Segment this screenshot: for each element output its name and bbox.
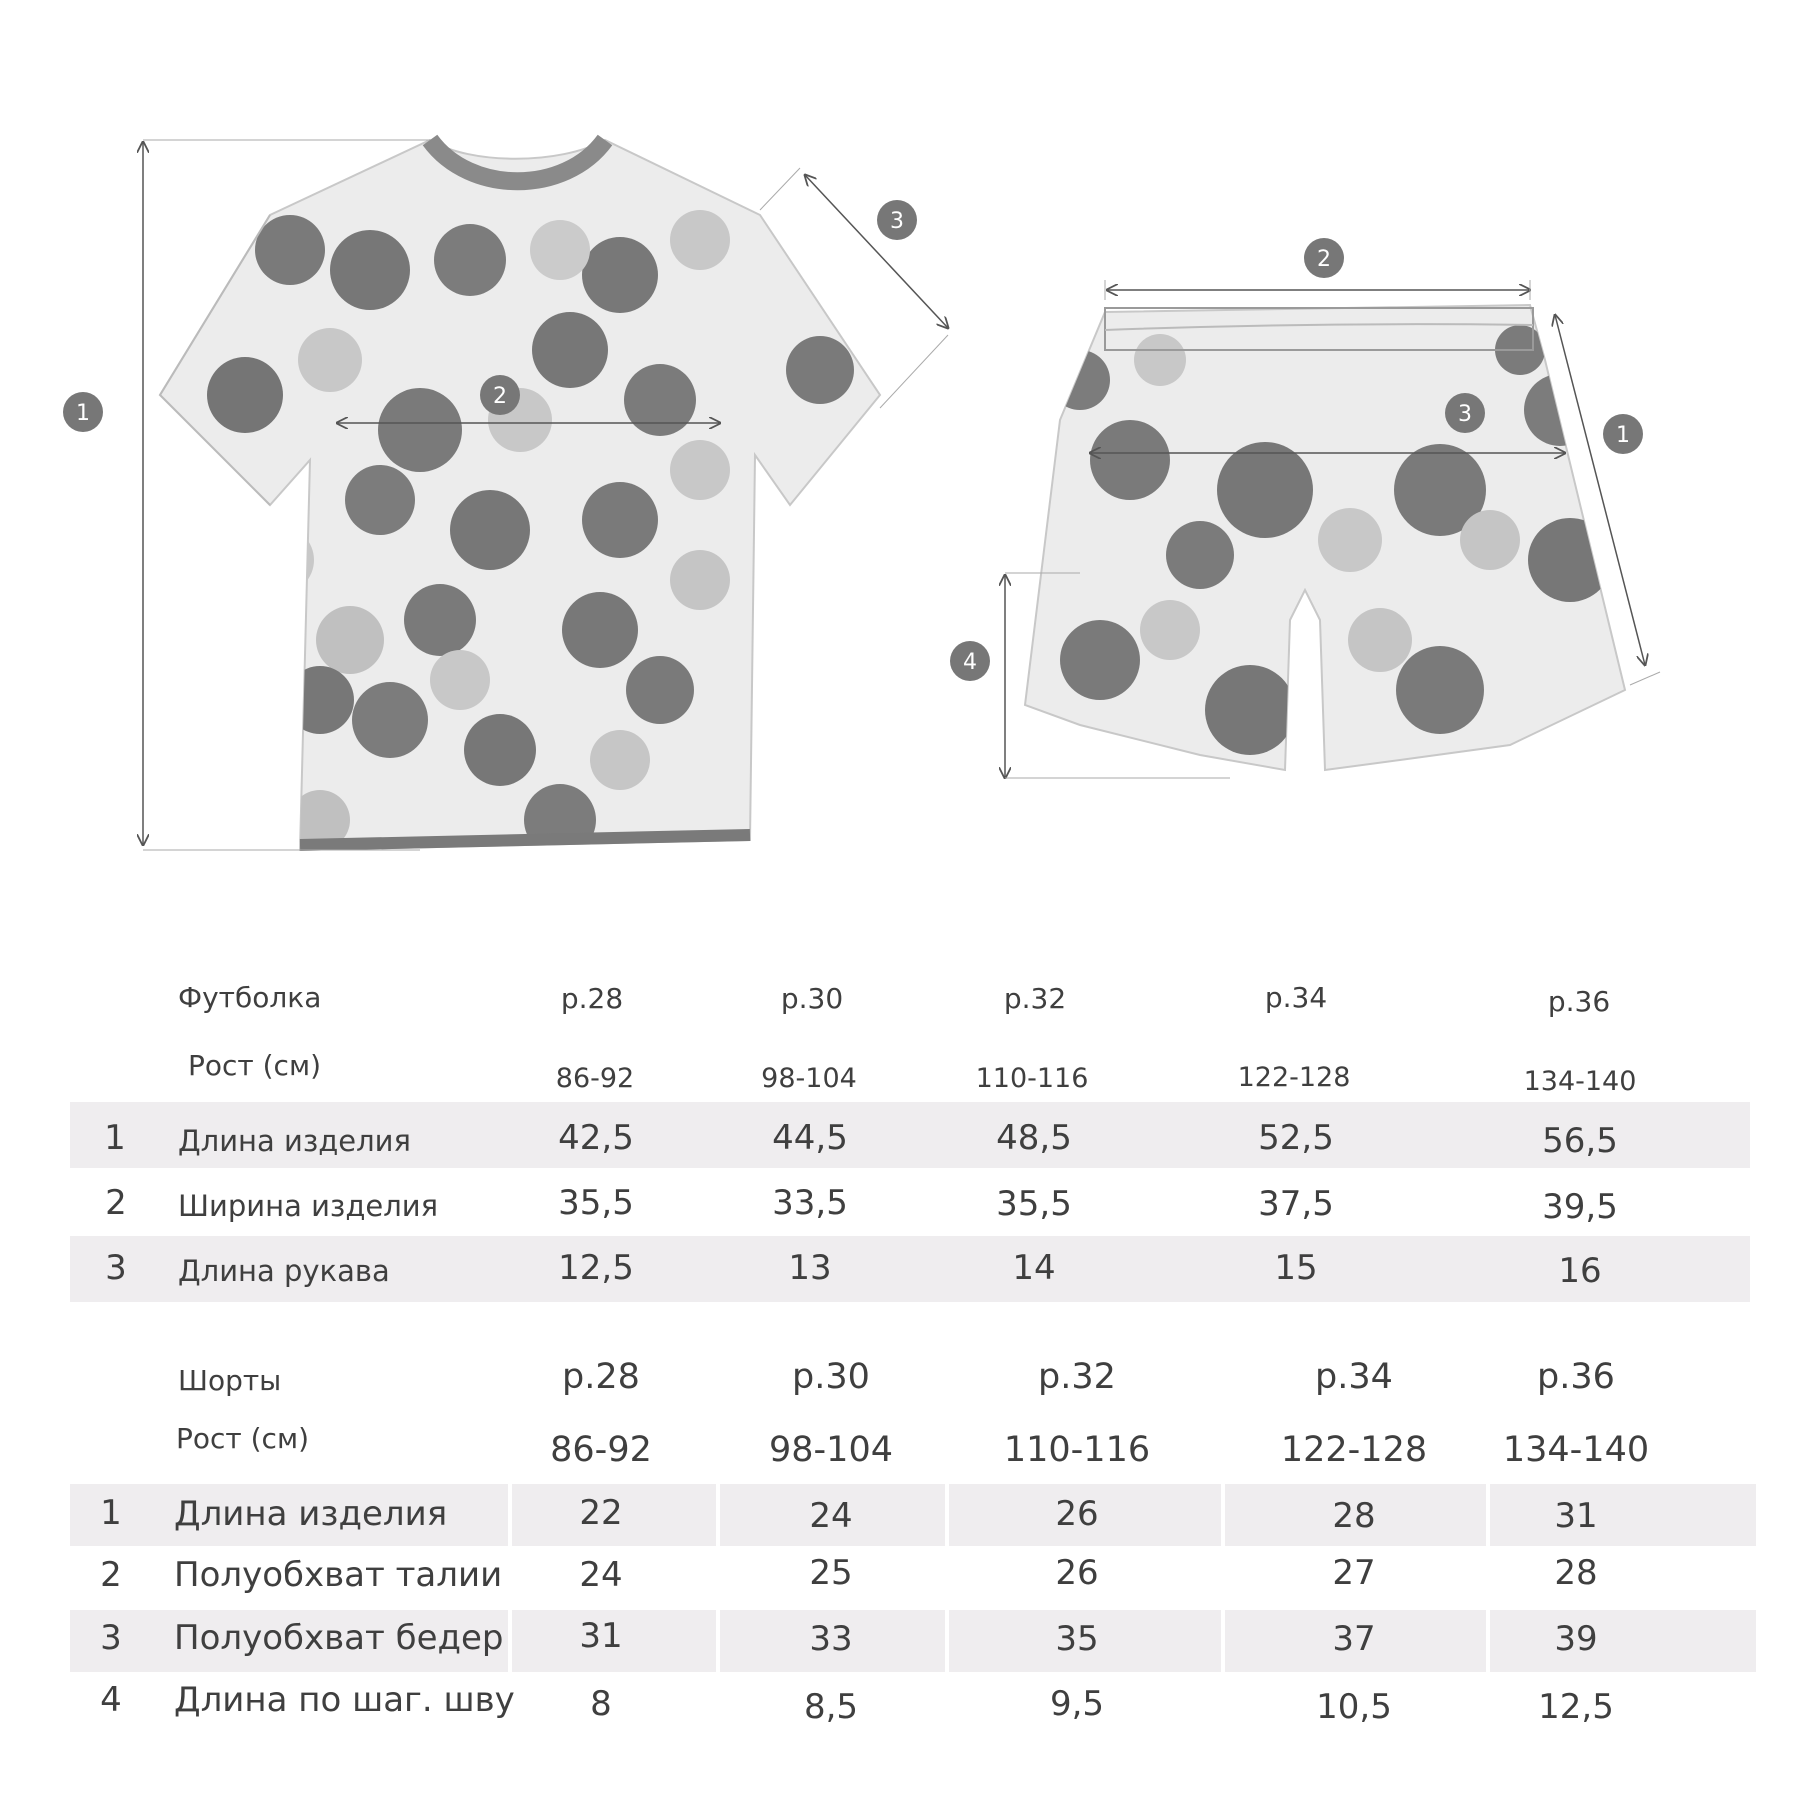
cell-value: 33,5 (772, 1183, 848, 1223)
column-separator (945, 1484, 949, 1546)
column-separator (716, 1610, 720, 1672)
cell-value: 44,5 (772, 1118, 848, 1158)
tshirt-height-label: Рост (см) (188, 1049, 321, 1082)
cell-value: 26 (1055, 1553, 1099, 1593)
row-number: 4 (100, 1680, 122, 1720)
cell-value: 35,5 (558, 1183, 634, 1223)
cell-value: 39 (1554, 1619, 1598, 1659)
column-separator (716, 1484, 720, 1546)
garment-illustrations (0, 0, 1800, 880)
shorts-marker-3 (1445, 393, 1485, 433)
size-header: р.36 (1547, 985, 1611, 1018)
row-label: Длина изделия (178, 1124, 411, 1158)
cell-value: 33 (809, 1619, 853, 1659)
cell-value: 31 (1554, 1496, 1598, 1536)
row-number: 3 (100, 1618, 122, 1658)
height-range: 122-128 (1237, 1062, 1351, 1093)
cell-value: 37,5 (1258, 1184, 1334, 1224)
height-range: 98-104 (761, 1063, 857, 1094)
svg-text:2: 2 (1317, 247, 1331, 272)
height-range: 86-92 (550, 1430, 652, 1470)
cell-value: 56,5 (1542, 1121, 1618, 1161)
svg-text:1: 1 (1616, 423, 1630, 448)
cell-value: 48,5 (996, 1118, 1072, 1158)
size-header: р.32 (1003, 982, 1067, 1015)
cell-value: 10,5 (1316, 1687, 1392, 1727)
row-label: Ширина изделия (178, 1189, 439, 1223)
row-label: Полуобхват талии (174, 1555, 503, 1595)
tshirt-marker-3 (877, 200, 917, 240)
cell-value: 22 (579, 1493, 623, 1533)
row-number: 2 (105, 1183, 127, 1223)
cell-value: 31 (579, 1616, 623, 1656)
cell-value: 15 (1274, 1248, 1318, 1288)
svg-text:1: 1 (76, 401, 90, 426)
cell-value: 25 (809, 1553, 853, 1593)
height-range: 134-140 (1502, 1430, 1650, 1470)
size-header: р.30 (792, 1357, 870, 1397)
cell-value: 16 (1558, 1251, 1602, 1291)
svg-text:2: 2 (493, 384, 507, 409)
height-range: 86-92 (555, 1063, 635, 1094)
cell-value: 37 (1332, 1619, 1376, 1659)
row-number: 1 (104, 1118, 126, 1158)
tshirt-marker-1 (63, 392, 103, 432)
height-range: 134-140 (1523, 1066, 1637, 1097)
cell-value: 14 (1012, 1248, 1056, 1288)
cell-value: 8 (590, 1684, 612, 1724)
shorts-marker-4 (950, 641, 990, 681)
height-range: 98-104 (769, 1430, 893, 1470)
cell-value: 35 (1055, 1619, 1099, 1659)
tshirt-marker-2 (480, 375, 520, 415)
size-header: р.30 (780, 982, 844, 1015)
column-separator (508, 1484, 512, 1546)
size-header: р.28 (562, 1357, 640, 1397)
row-label: Длина рукава (178, 1254, 390, 1288)
size-header: р.34 (1315, 1357, 1393, 1397)
column-separator (945, 1610, 949, 1672)
tshirt-table-title: Футболка (178, 981, 322, 1014)
column-separator (1221, 1610, 1225, 1672)
svg-text:3: 3 (890, 209, 904, 234)
shorts-illustration (1025, 305, 1625, 770)
cell-value: 12,5 (558, 1248, 634, 1288)
height-range: 110-116 (975, 1063, 1089, 1094)
height-range: 110-116 (1003, 1430, 1151, 1470)
cell-value: 24 (579, 1555, 623, 1595)
size-header: р.32 (1038, 1357, 1116, 1397)
cell-value: 24 (809, 1496, 853, 1536)
shorts-table-title: Шорты (178, 1364, 282, 1397)
cell-value: 28 (1332, 1496, 1376, 1536)
cell-value: 42,5 (558, 1118, 634, 1158)
row-number: 1 (100, 1493, 122, 1533)
svg-text:3: 3 (1458, 402, 1472, 427)
cell-value: 27 (1332, 1553, 1376, 1593)
svg-text:4: 4 (963, 650, 977, 675)
row-number: 3 (105, 1248, 127, 1288)
column-separator (1221, 1484, 1225, 1546)
row-label: Длина по шаг. шву (174, 1680, 515, 1720)
cell-value: 9,5 (1049, 1684, 1105, 1724)
size-header: р.28 (560, 982, 624, 1015)
column-separator (508, 1610, 512, 1672)
shorts-marker-1 (1603, 414, 1643, 454)
size-header: р.36 (1537, 1357, 1615, 1397)
column-separator (1486, 1610, 1490, 1672)
row-label: Длина изделия (174, 1494, 448, 1534)
cell-value: 35,5 (996, 1184, 1072, 1224)
cell-value: 28 (1554, 1553, 1598, 1593)
row-number: 2 (100, 1555, 122, 1595)
shorts-height-label: Рост (см) (176, 1422, 309, 1455)
cell-value: 8,5 (803, 1687, 859, 1727)
size-header: р.34 (1264, 981, 1328, 1014)
height-range: 122-128 (1280, 1430, 1428, 1470)
cell-value: 13 (788, 1248, 832, 1288)
cell-value: 52,5 (1258, 1118, 1334, 1158)
tshirt-illustration (160, 140, 880, 856)
row-label: Полуобхват бедер (174, 1618, 504, 1658)
column-separator (1486, 1484, 1490, 1546)
cell-value: 39,5 (1542, 1187, 1618, 1227)
cell-value: 12,5 (1538, 1687, 1614, 1727)
shorts-marker-2 (1304, 238, 1344, 278)
cell-value: 26 (1055, 1494, 1099, 1534)
